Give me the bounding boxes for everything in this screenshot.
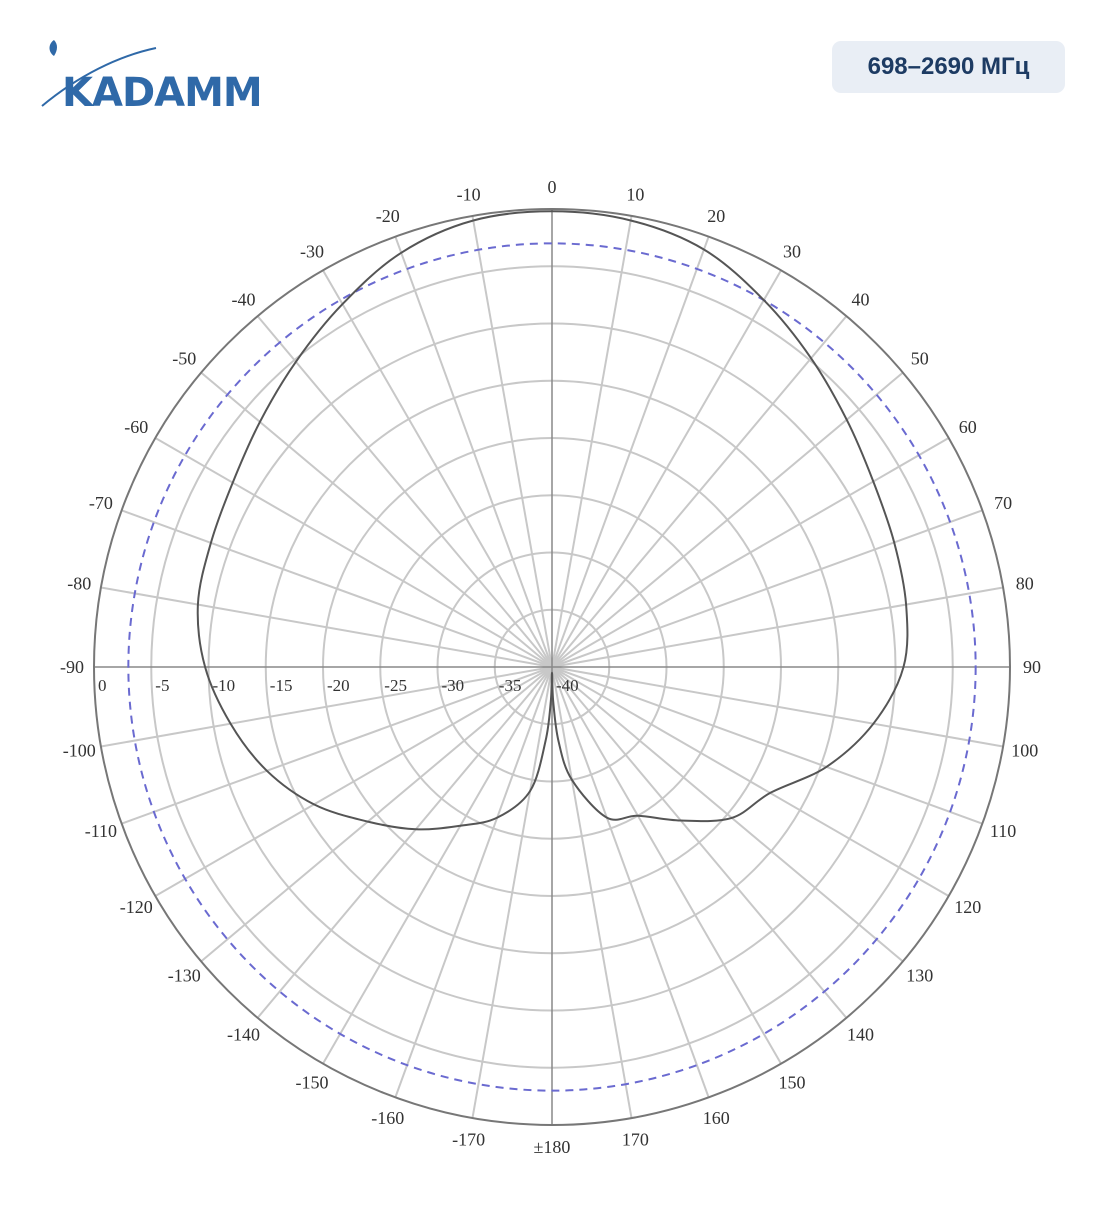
pattern-point: [266, 770, 267, 771]
angle-tick-label: -160: [371, 1108, 405, 1129]
angle-tick-label: 110: [989, 821, 1017, 842]
angle-tick-label: 120: [954, 897, 982, 917]
angle-tick-label: -120: [119, 897, 153, 917]
angle-tick-label: ±180: [533, 1137, 571, 1157]
db-tick-label: -20: [327, 676, 350, 695]
pattern-point: [906, 604, 907, 605]
pattern-point: [342, 304, 343, 305]
pattern-point: [550, 701, 551, 702]
angle-tick-label: -70: [88, 492, 113, 513]
angle-tick-label: -100: [62, 740, 96, 761]
angle-tick-label: 0: [547, 177, 557, 197]
angle-tick-label: 50: [910, 348, 929, 369]
angle-tick-label: 70: [994, 492, 1013, 513]
pattern-point: [606, 817, 607, 818]
pattern-point: [826, 766, 827, 767]
pattern-point: [903, 666, 904, 667]
angle-tick-label: -10: [456, 184, 481, 205]
pattern-point: [497, 817, 498, 818]
angle-tick-label: -50: [172, 348, 197, 369]
angle-tick-label: 40: [851, 289, 870, 310]
pattern-point: [630, 220, 631, 221]
pattern-point: [210, 542, 211, 543]
db-tick-label: -35: [498, 676, 522, 695]
angle-tick-label: 100: [1011, 740, 1039, 761]
angle-tick-label: -80: [67, 573, 92, 594]
db-tick-label: -5: [155, 676, 170, 695]
angle-tick-label: 170: [621, 1129, 649, 1150]
pattern-point: [551, 672, 552, 673]
pattern-point: [367, 821, 368, 822]
pattern-point: [873, 723, 874, 724]
angle-tick-label: 160: [702, 1108, 730, 1129]
angle-tick-label: 90: [1023, 657, 1041, 677]
pattern-point: [894, 542, 895, 543]
angle-tick-label: -20: [375, 205, 400, 226]
pattern-point: [545, 741, 546, 742]
angle-tick-label: 30: [783, 241, 801, 262]
angle-tick-label: -150: [295, 1072, 329, 1093]
angle-tick-label: 60: [958, 417, 977, 437]
db-tick-label: 0: [98, 676, 107, 695]
pattern-point: [197, 604, 198, 605]
pattern-point: [703, 249, 704, 250]
angle-tick-label: -60: [124, 417, 149, 437]
db-tick-label: -10: [212, 676, 236, 695]
pattern-point: [551, 211, 552, 212]
pattern-point: [232, 482, 233, 483]
pattern-point: [415, 829, 416, 830]
angle-tick-label: -90: [60, 657, 84, 677]
db-tick-label: -15: [269, 676, 293, 695]
angle-tick-label: -140: [227, 1024, 260, 1045]
pattern-point: [473, 220, 474, 221]
angle-tick-label: 80: [1015, 573, 1034, 594]
pattern-point: [259, 421, 260, 422]
pattern-point: [530, 790, 531, 791]
angle-tick-label: -170: [452, 1129, 486, 1150]
pattern-point: [401, 252, 402, 253]
pattern-point: [313, 804, 314, 805]
pattern-point: [811, 358, 812, 359]
pattern-point: [205, 666, 206, 667]
angle-tick-label: 20: [707, 205, 726, 226]
angle-tick-label: -130: [167, 965, 201, 986]
angle-tick-label: -30: [300, 241, 324, 262]
angle-tick-label: 130: [906, 965, 934, 986]
pattern-point: [763, 300, 764, 301]
pattern-point: [571, 779, 572, 780]
logo-wordmark: KADAMM: [62, 70, 262, 112]
pattern-point: [230, 723, 231, 724]
db-tick-label: -25: [384, 676, 407, 695]
db-tick-label: -40: [556, 676, 579, 695]
pattern-point: [553, 701, 554, 702]
frequency-band-badge: 698–2690 МГц: [832, 41, 1065, 93]
pattern-point: [770, 792, 771, 793]
angle-tick-label: -110: [84, 821, 118, 842]
db-tick-label: -30: [441, 676, 465, 695]
angle-tick-label: 140: [847, 1024, 874, 1045]
pattern-point: [460, 825, 461, 826]
angle-tick-label: 10: [626, 184, 645, 205]
pattern-point: [558, 741, 559, 742]
pattern-point: [295, 361, 296, 362]
pattern-point: [680, 820, 681, 821]
angle-tick-label: -40: [231, 289, 256, 310]
angle-tick-label: 150: [778, 1072, 806, 1093]
pattern-point: [873, 481, 874, 482]
pattern-point: [846, 419, 847, 420]
pattern-point: [731, 817, 732, 818]
pattern-point: [637, 815, 638, 816]
